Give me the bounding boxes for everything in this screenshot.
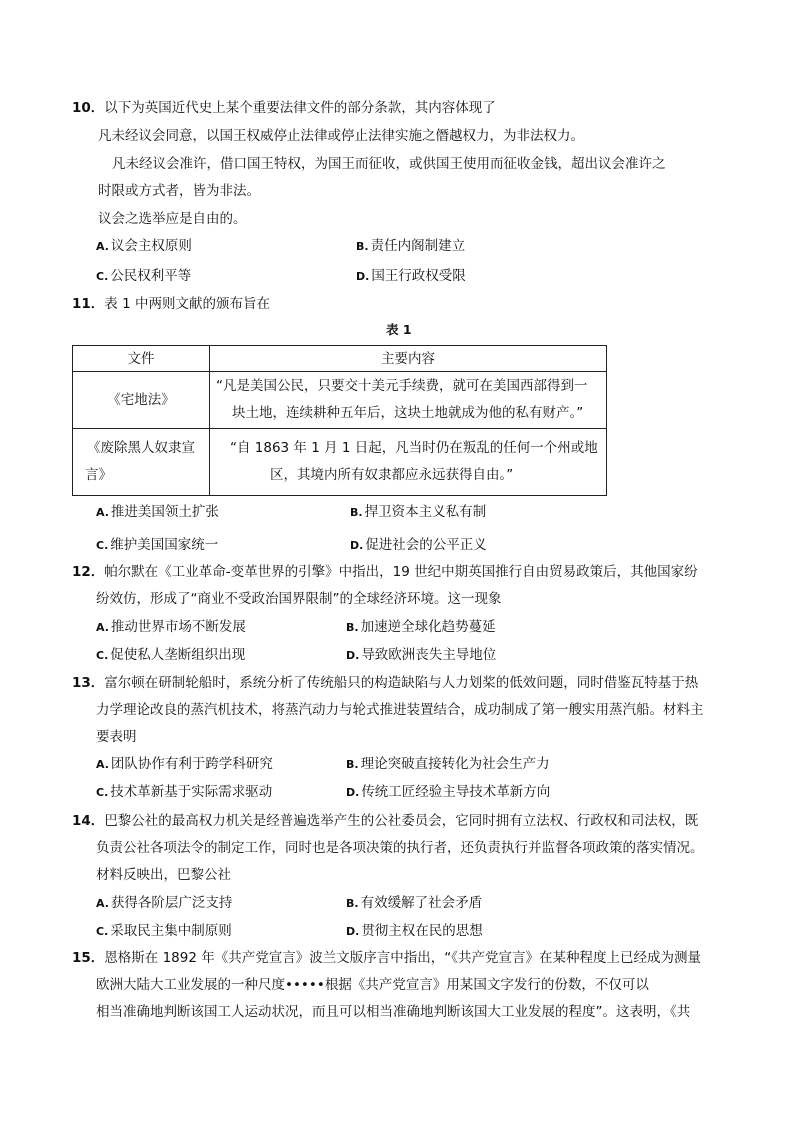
option-text: 贯彻主权在民的思想 <box>361 923 483 939</box>
option-letter: B. <box>346 621 359 634</box>
stem-text: 相当准确地判断该国工人运动状况，而且可以相当准确地判断该国大工业发展的程度”。这表明，《共 <box>96 1004 691 1020</box>
table-row <box>73 429 607 496</box>
quote-line: 凡未经议会准许，借口国王特权，为国王而征收，或供国王使用而征收金钱，超出议会准许之 <box>112 156 666 172</box>
stem-text: 表 1 中两则文献的颁布旨在 <box>104 296 270 312</box>
option-letter: C. <box>96 649 109 662</box>
stem-text: 巴黎公社的最高权力机关是经普遍选举产生的公社委员会，它同时拥有立法权、行政权和司法权，既 <box>104 813 699 829</box>
option-a[interactable] <box>96 615 246 635</box>
stem-text: 材料反映出，巴黎公社 <box>96 867 231 883</box>
table-cell-content <box>210 429 607 496</box>
documents-table <box>72 345 607 496</box>
option-letter: B. <box>346 758 359 771</box>
stem-text: 恩格斯在 1892 年《共产党宣言》波兰文版序言中指出，“《共产党宣言》在某种程度上已经成为测量 <box>104 950 701 966</box>
option-b[interactable] <box>346 891 482 911</box>
option-letter: C. <box>96 270 109 283</box>
option-b[interactable] <box>350 500 486 520</box>
option-text: 导致欧洲丧失主导地位 <box>361 647 497 663</box>
option-letter: A. <box>96 240 109 253</box>
content-line: “凡是美国公民，只要交十美元手续费，就可在美国西部得到一 <box>216 378 588 394</box>
option-text: 促使私人垄断组织出现 <box>110 647 246 663</box>
table-row <box>73 372 607 429</box>
option-d[interactable] <box>346 919 483 939</box>
option-text: 捍卫资本主义私有制 <box>364 504 487 520</box>
table-title: 表 1 <box>386 322 412 337</box>
option-text: 获得各阶层广泛支持 <box>110 895 233 911</box>
question-14-stem <box>72 809 698 829</box>
question-number: 10． <box>72 100 105 116</box>
option-text: 维护美国国家统一 <box>110 537 219 553</box>
table-header: 主要内容 <box>210 346 607 372</box>
question-15-stem <box>72 946 701 966</box>
question-10-stem <box>72 96 496 116</box>
option-letter: C. <box>96 786 109 799</box>
option-c[interactable] <box>96 780 272 800</box>
option-text: 理论突破直接转化为社会生产力 <box>360 756 550 772</box>
stem-text: 负责公社各项法令的制定工作，同时也是各项决策的执行者，还负责执行并监督各项政策的落实情况。 <box>96 840 704 856</box>
table-header: 文件 <box>73 346 210 372</box>
option-letter: B. <box>346 897 359 910</box>
option-text: 传统工匠经验主导技术革新方向 <box>361 784 551 800</box>
option-text: 推动世界市场不断发展 <box>110 619 246 635</box>
option-letter: A. <box>96 621 109 634</box>
table-header-row <box>73 346 607 372</box>
question-number: 12． <box>72 564 105 580</box>
option-d[interactable] <box>350 533 487 553</box>
table-cell-document <box>73 429 210 496</box>
option-b[interactable] <box>356 234 465 254</box>
option-c[interactable] <box>96 643 245 663</box>
option-text: 有效缓解了社会矛盾 <box>360 895 483 911</box>
question-number: 11． <box>72 296 105 312</box>
option-letter: D. <box>346 649 360 662</box>
stem-text: 富尔顿在研制轮船时，系统分析了传统船只的构造缺陷与人力划桨的低效问题，同时借鉴瓦特基于热 <box>104 675 699 691</box>
option-letter: D. <box>346 786 360 799</box>
option-text: 国王行政权受限 <box>371 268 466 284</box>
option-letter: A. <box>96 758 109 771</box>
stem-text: 帕尔默在《工业革命-变革世界的引擎》中指出，19 世纪中期英国推行自由贸易政策后，其他国家纷 <box>104 564 698 580</box>
question-12-stem <box>72 560 698 580</box>
option-a[interactable] <box>96 234 192 254</box>
option-text: 公民权利平等 <box>110 268 192 284</box>
option-letter: B. <box>350 506 363 519</box>
option-text: 议会主权原则 <box>110 238 192 254</box>
option-a[interactable] <box>96 500 219 520</box>
option-b[interactable] <box>346 752 550 772</box>
option-letter: D. <box>346 925 360 938</box>
option-letter: D. <box>350 539 364 552</box>
option-c[interactable] <box>96 533 218 553</box>
content-line: 块土地，连续耕种五年后，这块土地就成为他的私有财产。” <box>232 405 584 421</box>
option-letter: B. <box>356 240 369 253</box>
question-number: 15． <box>72 950 105 966</box>
stem-text: 纷效仿，形成了“商业不受政治国界限制”的全球经济环境。这一现象 <box>96 591 502 607</box>
option-text: 团队协作有利于跨学科研究 <box>110 756 273 772</box>
content-line: 区，其境内所有奴隶都应永远获得自由。” <box>270 467 514 483</box>
document-line: 《废除黑人奴隶宣 <box>87 440 195 456</box>
option-c[interactable] <box>96 264 191 284</box>
option-letter: D. <box>356 270 370 283</box>
option-d[interactable] <box>346 643 496 663</box>
option-a[interactable] <box>96 891 232 911</box>
option-b[interactable] <box>346 615 496 635</box>
option-letter: C. <box>96 539 109 552</box>
option-letter: C. <box>96 925 109 938</box>
question-number: 14． <box>72 813 105 829</box>
option-d[interactable] <box>356 264 466 284</box>
document-line: 言》 <box>85 467 112 483</box>
quote-line: 凡未经议会同意，以国王权威停止法律或停止法律实施之僭越权力，为非法权力。 <box>98 128 584 144</box>
content-line: “自 1863 年 1 月 1 日起，凡当时仍在叛乱的任何一个州或地 <box>230 440 598 456</box>
stem-text: 欧洲大陆大工业发展的一种尺度•••••根据《共产党宣言》用某国文字发行的份数，不仅可以 <box>96 977 649 993</box>
option-text: 加速逆全球化趋势蔓延 <box>360 619 496 635</box>
stem-text: 力学理论改良的蒸汽机技术，将蒸汽动力与轮式推进装置结合，成功制成了第一艘实用蒸汽船。材料主 <box>96 702 704 718</box>
table-cell-document: 《宅地法》 <box>73 372 210 429</box>
stem-text: 以下为英国近代史上某个重要法律文件的部分条款，其内容体现了 <box>104 100 496 116</box>
question-11-stem <box>72 292 270 312</box>
option-text: 推进美国领土扩张 <box>110 504 219 520</box>
option-c[interactable] <box>96 919 232 939</box>
option-text: 技术革新基于实际需求驱动 <box>110 784 273 800</box>
option-text: 责任内阁制建立 <box>370 238 466 254</box>
option-text: 促进社会的公平正义 <box>365 537 487 553</box>
question-13-stem <box>72 671 698 691</box>
option-a[interactable] <box>96 752 273 772</box>
table-cell-content <box>210 372 607 429</box>
option-letter: A. <box>96 897 109 910</box>
option-letter: A. <box>96 506 109 519</box>
quote-line: 议会之选举应是自由的。 <box>98 211 247 227</box>
question-number: 13． <box>72 675 105 691</box>
option-d[interactable] <box>346 780 550 800</box>
option-text: 采取民主集中制原则 <box>110 923 232 939</box>
quote-line: 时限或方式者，皆为非法。 <box>98 183 260 199</box>
stem-text: 要表明 <box>96 729 137 745</box>
